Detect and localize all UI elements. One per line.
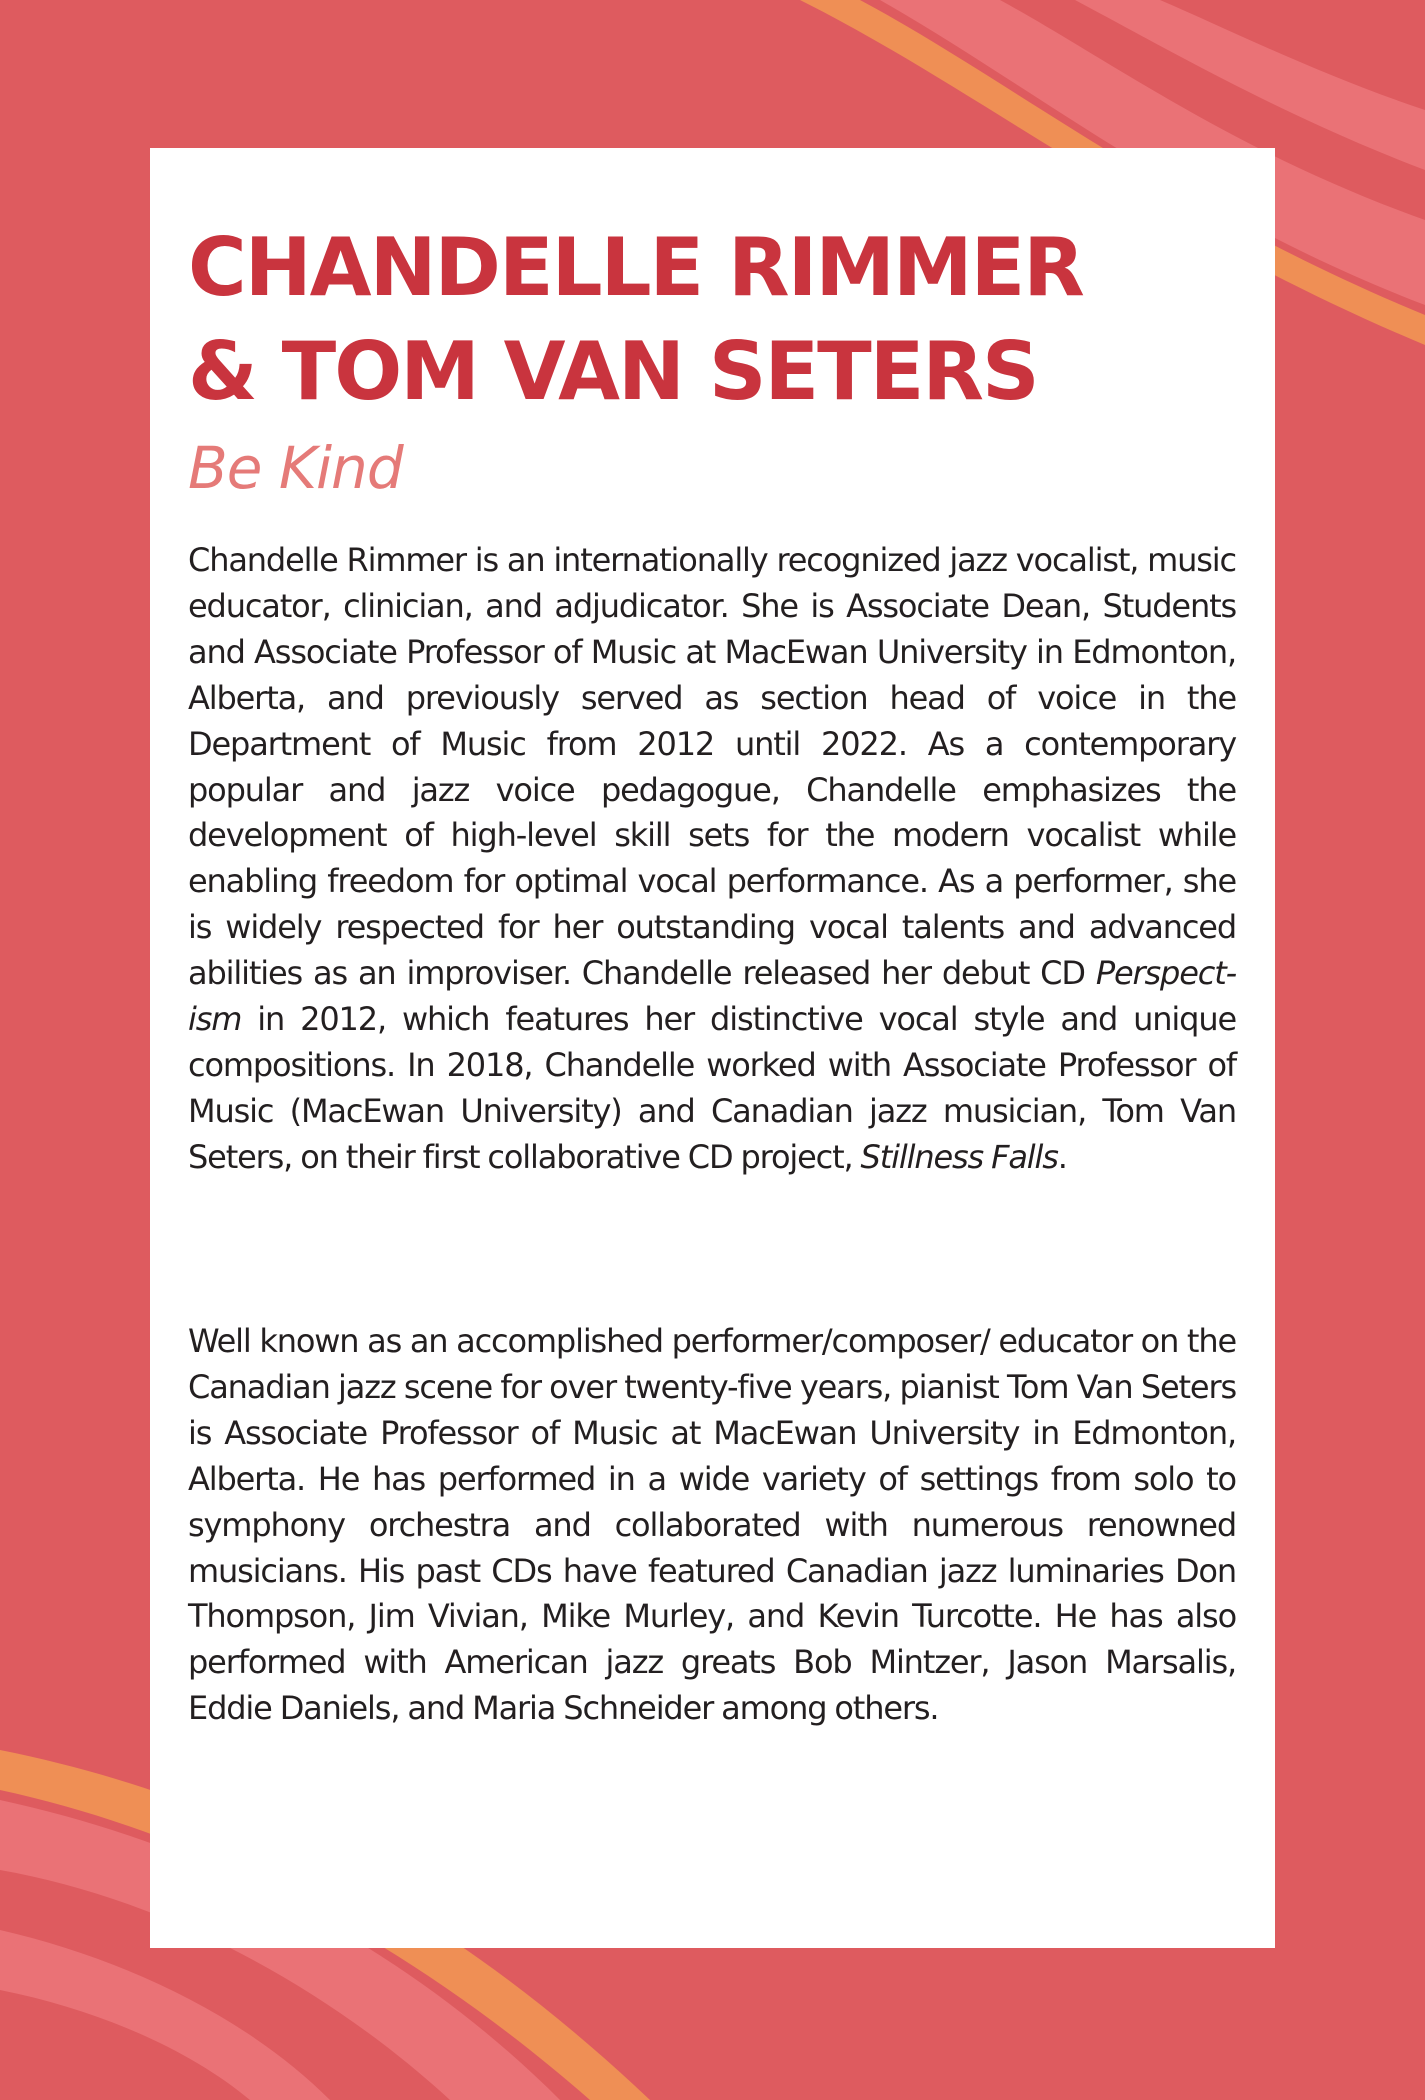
bio-chandelle-rimmer [188, 538, 1236, 1181]
work-title: Be Kind [188, 434, 403, 502]
album-title: Stillness Falls [860, 1137, 1058, 1176]
title-line-2: & TOM VAN SETERS [188, 325, 1038, 418]
bio-text: . [1057, 1137, 1067, 1176]
bio-tom-van-seters [188, 1319, 1236, 1732]
bio-text: is Associate Professor of Music at MacEwan University in Edmonton, Alberta. He has performed in a wide variety of settings from solo to symphony orchestra and collaborated with numerous renowned musicians. His past CDs have featured Canadian jazz luminaries Don Thompson, Jim Vivian, Mike Murley, and Kevin Turcotte. He has also performed with American jazz greats Bob Mintzer, Jason Marsalis, Eddie Daniels, and Maria Schneider among others. [188, 1413, 1236, 1728]
bio-text: Well known as an accomplished performer/composer/ educator on the Canadian jazz scene for over twenty-five years, pianist [188, 1322, 1236, 1406]
bio-text: in 2012, which features her distinctive vocal style and unique compositions. In 2018, Chandelle worked with Associate Professor of Music (MacEwan University) and Canadian jazz musician, Tom Van Seters, on their first collaborative CD project, [188, 1000, 1236, 1176]
bio-name: Chandelle Rimmer [188, 541, 466, 579]
content-card [150, 148, 1275, 1948]
album-title: Perspect-ism [188, 954, 1236, 1039]
title-line-1: CHANDELLE RIMMER [188, 221, 1083, 314]
bio-name: Tom Van Seters [1006, 1367, 1236, 1406]
page-title [188, 216, 1083, 424]
bio-text: is an internationally recognized jazz vocalist, music educator, clinician, and adjudicator. She is Associate Dean, Students and Associate Professor of Music at MacEwan University in Edmonton, Alberta, and previously served as section head of voice in the Department of Music from 2012 until 2022. As a contemporary popular and jazz voice pedagogue, Chandelle emphasizes the development of high-level skill sets for the modern vocalist while enabling freedom for optimal vocal performance. As a performer, she is widely respected for her outstanding vocal talents and advanced abilities as an improviser. Chandelle released her debut CD [188, 541, 1236, 993]
